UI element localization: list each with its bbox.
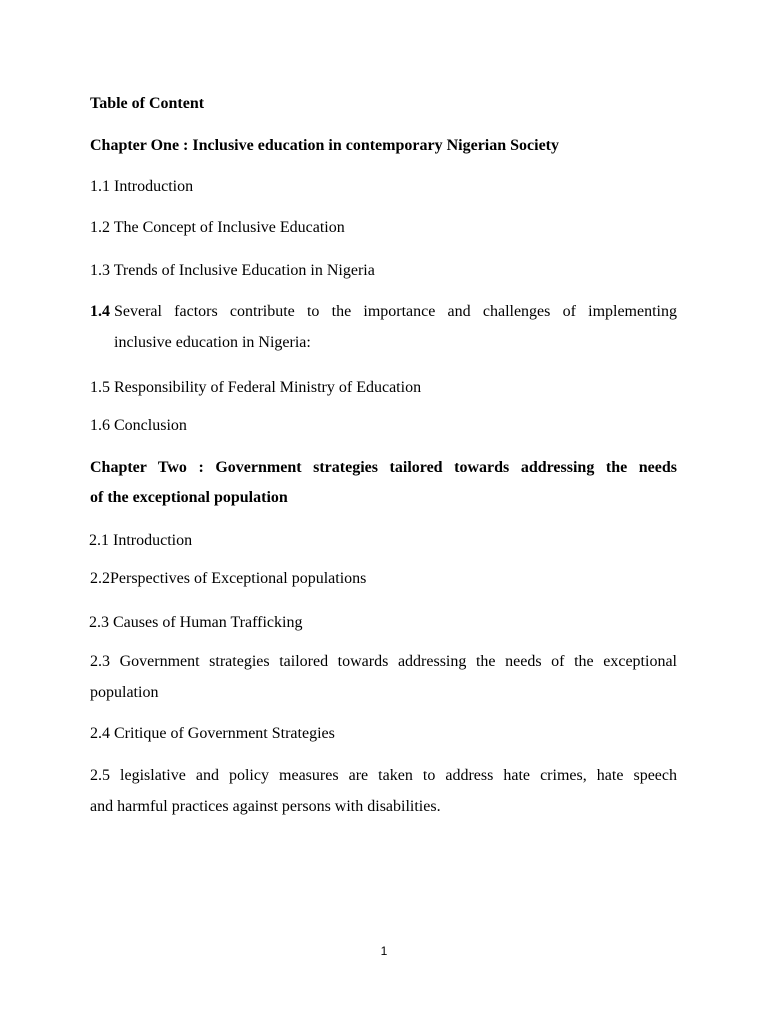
toc-entry-1-6: 1.6 Conclusion bbox=[90, 417, 187, 434]
toc-entry-1-5: 1.5 Responsibility of Federal Ministry of Education bbox=[90, 379, 422, 396]
toc-entry-2-5-line1: 2.5 legislative and policy measures are taken to address hate crimes, hate speech bbox=[90, 767, 677, 784]
toc-entry-2-3: 2.3 Causes of Human Trafficking bbox=[89, 614, 303, 631]
toc-entry-1-4-line2: inclusive education in Nigeria: bbox=[114, 334, 311, 351]
toc-entry-1-3: 1.3 Trends of Inclusive Education in Nigeria bbox=[90, 262, 375, 279]
toc-entry-2-3b-line2: population bbox=[90, 684, 159, 701]
toc-entry-2-3b-line1: 2.3 Government strategies tailored towards addressing the needs of the exceptional bbox=[90, 653, 677, 670]
toc-entry-2-5-line2: and harmful practices against persons with disabilities. bbox=[90, 798, 441, 815]
chapter-one-title: Chapter One : Inclusive education in contemporary Nigerian Society bbox=[90, 137, 560, 154]
toc-entry-2-2: 2.2Perspectives of Exceptional populations bbox=[90, 570, 367, 587]
page-number: 1 bbox=[380, 944, 388, 958]
toc-heading: Table of Content bbox=[90, 95, 205, 112]
toc-entry-2-4: 2.4 Critique of Government Strategies bbox=[90, 725, 335, 742]
chapter-two-title-line2: of the exceptional population bbox=[90, 489, 288, 506]
toc-entry-1-1: 1.1 Introduction bbox=[90, 178, 194, 195]
toc-entry-1-2: 1.2 The Concept of Inclusive Education bbox=[90, 219, 345, 236]
toc-entry-1-4-number: 1.4 bbox=[90, 303, 110, 320]
toc-entry-2-1: 2.1 Introduction bbox=[89, 532, 193, 549]
toc-entry-1-4-line1: Several factors contribute to the importance and challenges of implementing bbox=[114, 303, 677, 320]
chapter-two-title-line1: Chapter Two : Government strategies tailored towards addressing the needs bbox=[90, 459, 677, 476]
